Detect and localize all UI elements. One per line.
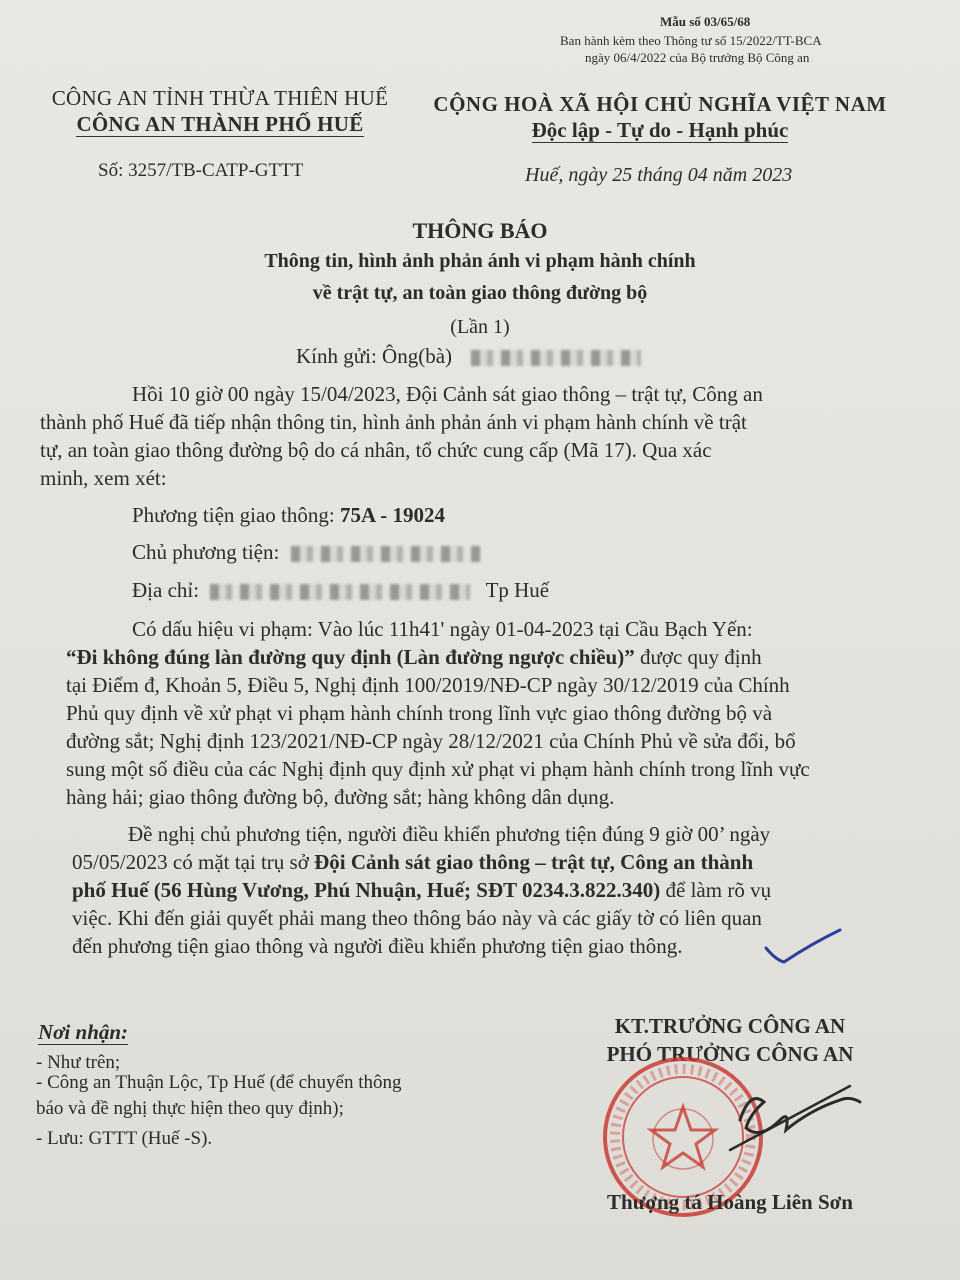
document-number: Số: 3257/TB-CATP-GTTT [98,160,304,181]
nation-title: CỘNG HOÀ XÃ HỘI CHỦ NGHĨA VIỆT NAM [433,92,887,116]
form-code: Mẫu số 03/65/68 [660,14,751,29]
request-line: việc. Khi đến giải quyết phải mang theo thông báo này và các giấy tờ có liên quan [72,906,762,930]
address-row [132,578,960,603]
address-label: Địa chỉ: [132,578,200,602]
request-office-address: phố Huế (56 Hùng Vương, Phú Nhuận, Huế; SĐT 0234.3.822.340) [72,878,661,902]
form-issued-line1: Ban hành kèm theo Thông tư số 15/2022/TT-BCA [560,33,822,48]
addressee-label: Kính gửi: Ông(bà) [296,344,453,368]
redacted-address [210,584,470,600]
recipient-item: báo và đề nghị thực hiện theo quy định); [36,1098,344,1119]
doc-round: (Lần 1) [450,316,510,338]
request-line: Đề nghị chủ phương tiện, người điều khiển phương tiện đúng 9 giờ 00’ ngày [128,822,771,846]
violation-line: đường sắt; Nghị định 123/2021/NĐ-CP ngày 28/12/2021 của Chính Phủ về sửa đổi, bổ [66,729,796,753]
redacted-name [471,350,641,366]
doc-subtitle-1: Thông tin, hình ảnh phản ánh vi phạm hành chính [264,250,696,272]
violation-quote-tail: được quy định [639,645,762,669]
paragraph-line: minh, xem xét: [40,466,167,490]
request-text: để làm rõ vụ [660,878,772,902]
paragraph-line: Hồi 10 giờ 00 ngày 15/04/2023, Đội Cảnh sát giao thông – trật tự, Công an [132,382,763,406]
vehicle-label: Phương tiện giao thông: [132,503,335,527]
request-line-2 [72,850,942,875]
violation-line: hàng hải; giao thông đường bộ, đường sắt; hàng không dân dụng. [66,785,615,809]
request-line: đến phương tiện giao thông và người điều khiển phương tiện giao thông. [72,934,683,958]
violation-quote: “Đi không đúng làn đường quy định (Làn đường ngược chiều)” [66,645,635,669]
signer-name: Thượng tá Hoàng Liên Sơn [607,1190,853,1214]
recipient-item: - Như trên; [36,1052,121,1073]
license-plate: 75A - 19024 [339,503,445,527]
place-date: Huế, ngày 25 tháng 04 năm 2023 [525,164,793,186]
recipient-item: - Công an Thuận Lộc, Tp Huế (để chuyển thông [36,1072,402,1093]
owner-row [132,540,960,565]
address-city: Tp Huế [485,578,550,602]
violation-line: sung một số điều của các Nghị định quy định xử phạt vi phạm hành chính trong lĩnh vực [66,757,810,781]
doc-title: THÔNG BÁO [412,218,548,243]
pen-check-mark [756,924,856,968]
signer-role-1: KT.TRƯỞNG CÔNG AN [614,1014,846,1038]
violation-quote-row [66,645,936,670]
request-line-3 [72,878,942,903]
handwritten-signature [720,1080,880,1160]
redacted-owner [291,546,481,562]
doc-subtitle-2: về trật tự, an toàn giao thông đường bộ [312,282,648,304]
signer-role-2: PHÓ TRƯỞNG CÔNG AN [606,1042,854,1066]
request-office: Đội Cảnh sát giao thông – trật tự, Công an thành [314,850,754,874]
recipient-item: - Lưu: GTTT (Huế -S). [36,1128,213,1149]
recipients-title: Nơi nhận: [38,1020,129,1044]
violation-line: Có dấu hiệu vi phạm: Vào lúc 11h41' ngày 01-04-2023 tại Cầu Bạch Yến: [132,617,753,641]
violation-line: tại Điểm đ, Khoản 5, Điều 5, Nghị định 100/2019/NĐ-CP ngày 30/12/2019 của Chính [66,673,790,697]
agency-name: CÔNG AN THÀNH PHỐ HUẾ [76,112,364,136]
request-text: 05/05/2023 có mặt tại trụ sở [72,850,315,874]
form-issued-line2: ngày 06/4/2022 của Bộ trưởng Bộ Công an [585,50,810,65]
addressee [296,344,641,369]
agency-parent: CÔNG AN TỈNH THỪA THIÊN HUẾ [51,86,389,110]
vehicle-row [132,503,960,528]
paragraph-line: tự, an toàn giao thông đường bộ do cá nhân, tổ chức cung cấp (Mã 17). Qua xác [40,438,712,462]
owner-label: Chủ phương tiện: [132,540,280,564]
nation-motto: Độc lập - Tự do - Hạnh phúc [531,118,789,142]
paragraph-line: thành phố Huế đã tiếp nhận thông tin, hình ảnh phản ánh vi phạm hành chính về trật [40,410,747,434]
violation-line: Phủ quy định về xử phạt vi phạm hành chính trong lĩnh vực giao thông đường bộ và [66,701,773,725]
